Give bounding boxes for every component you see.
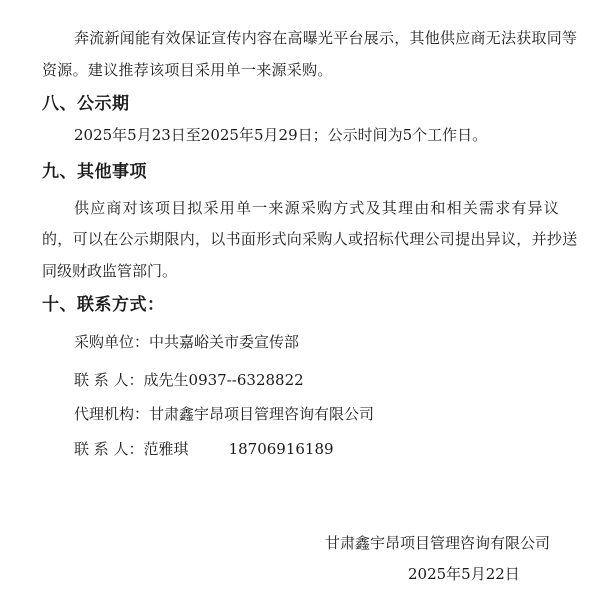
- section7-para-line2: 资源。建议推荐该项目采用单一来源采购。: [42, 61, 333, 79]
- contact-row-agency: [74, 404, 374, 424]
- contact-label: 代理机构：: [74, 405, 150, 423]
- section9-para-line2: 的，可以在公示期限内，以书面形式向采购人或招标代理公司提出异议，并抄送: [42, 230, 578, 248]
- contact-row-purchaser-person: [74, 370, 304, 390]
- contact-value: 甘肃鑫宇昂项目管理咨询有限公司: [149, 405, 375, 423]
- contact-label: 联 系 人：: [74, 440, 144, 458]
- section9-para-line3: 同级财政监管部门。: [42, 262, 178, 280]
- contact-value: 成先生0937--6328822: [143, 371, 304, 389]
- section8-text: 2025年5月23日至2025年5月29日；公示时间为5个工作日。: [74, 126, 488, 144]
- signature-org: 甘肃鑫宇昂项目管理咨询有限公司: [325, 534, 551, 552]
- contact-value: 中共嘉峪关市委宣传部: [149, 333, 300, 351]
- section10-heading: 十、联系方式：: [42, 295, 165, 315]
- contact-label: 联 系 人：: [74, 371, 144, 389]
- section7-para-line1: 奔流新闻能有效保证宣传内容在高曝光平台展示，其他供应商无法获取同等: [74, 29, 578, 47]
- section9-heading: 九、其他事项: [42, 162, 147, 182]
- contact-value: 范雅琪: [143, 440, 189, 458]
- contact-row-purchaser: [74, 332, 299, 352]
- contact-phone: 18706916189: [228, 440, 334, 458]
- signature-date: 2025年5月22日: [408, 565, 520, 583]
- contact-row-agency-person: [74, 439, 334, 459]
- section9-para-line1: 供应商对该项目拟采用单一来源采购方式及其理由和相关需求有异议: [74, 199, 561, 217]
- section8-heading: 八、公示期: [42, 94, 130, 114]
- contact-label: 采购单位：: [74, 333, 150, 351]
